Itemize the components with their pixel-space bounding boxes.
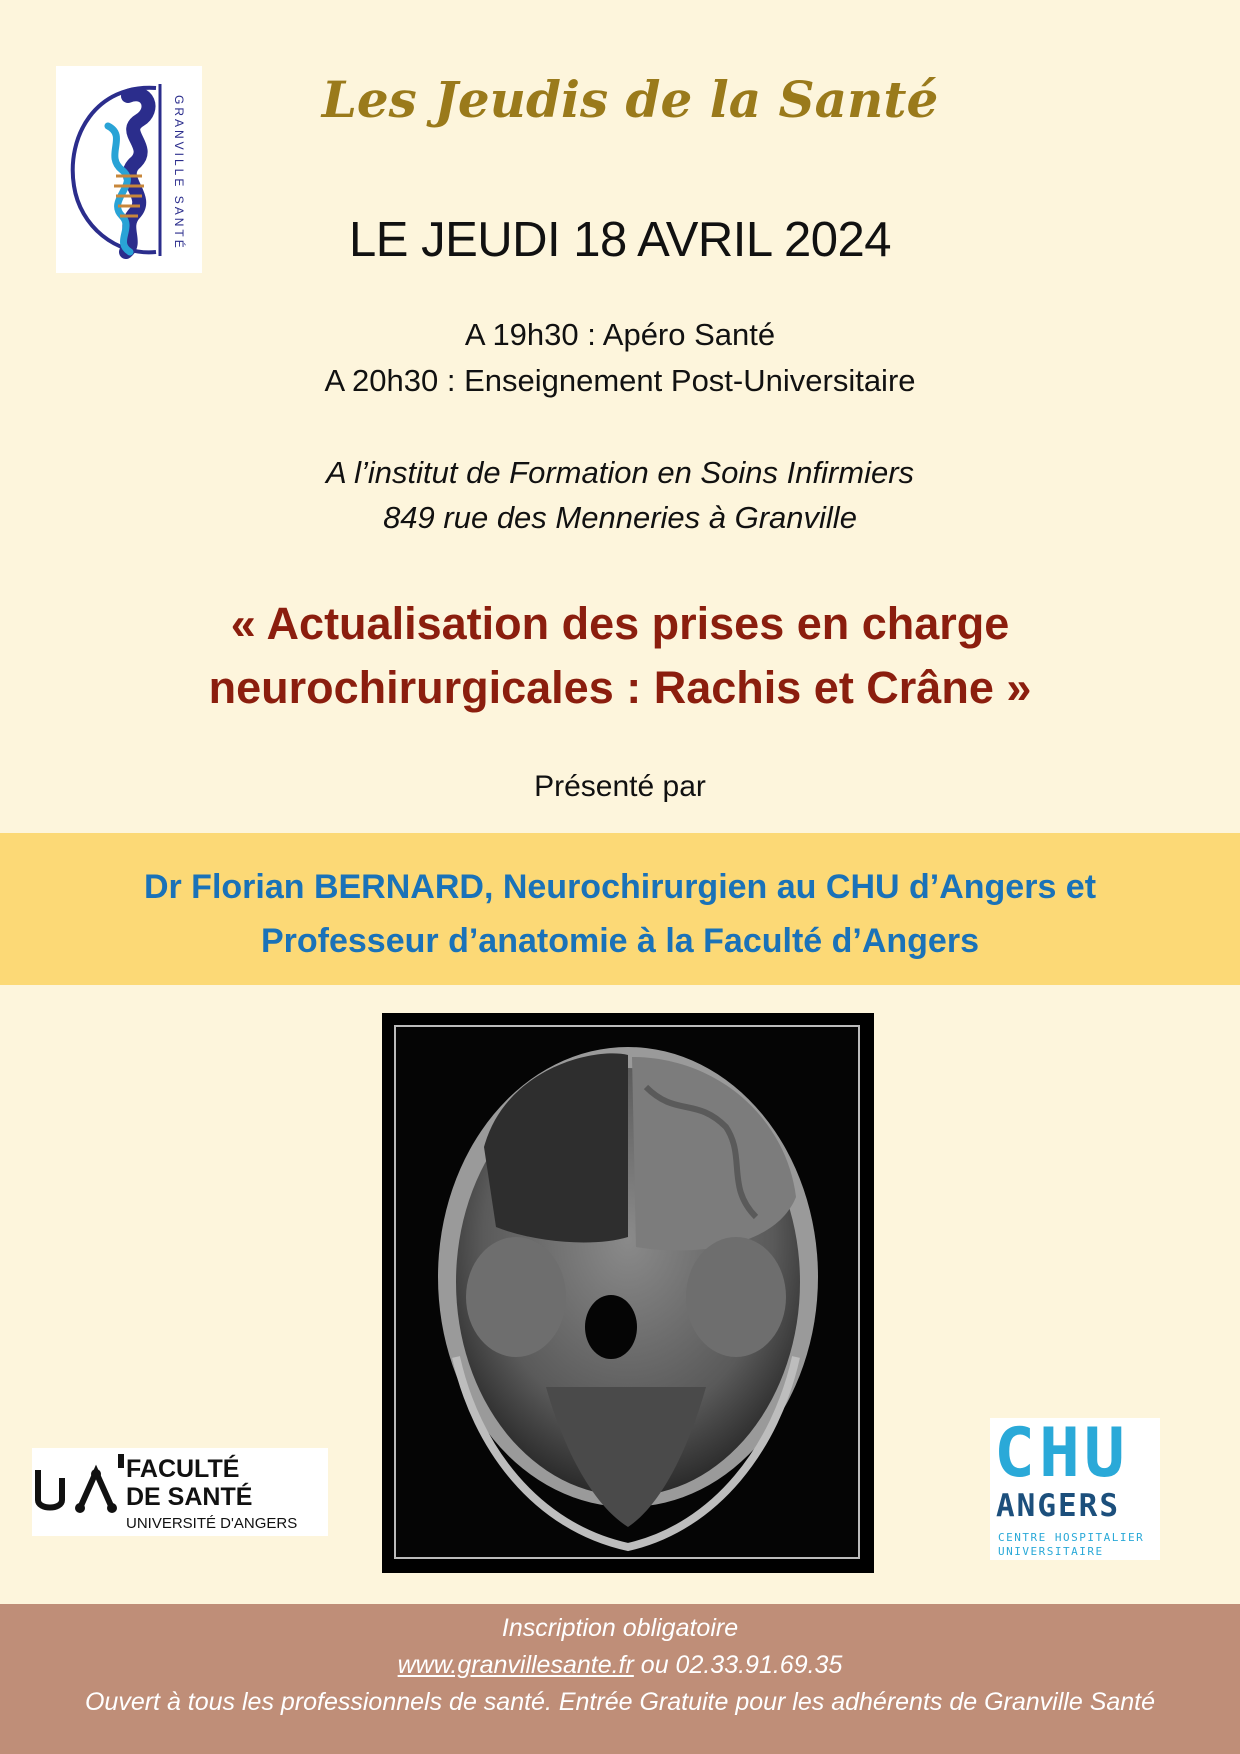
venue-address: 849 rue des Menneries à Granville: [383, 500, 857, 535]
schedule-item-epu: A 20h30 : Enseignement Post-Universitaire: [324, 363, 916, 398]
footer-phone: ou 02.33.91.69.35: [633, 1651, 843, 1679]
schedule-item-apero: A 19h30 : Apéro Santé: [464, 317, 776, 352]
ua-monogram-icon: [32, 1448, 128, 1536]
talk-title-line-1: « Actualisation des prises en charge: [230, 598, 1010, 649]
speaker-info: [0, 860, 1240, 968]
mri-image: [394, 1025, 860, 1559]
speaker-line-1: Dr Florian BERNARD, Neurochirurgien au CHU d’Angers et: [143, 868, 1097, 906]
faculte-name-line-1: FACULTÉ: [126, 1455, 240, 1483]
chu-logo-subtitle-1: CENTRE HOSPITALIER: [998, 1531, 1145, 1544]
speaker-line-2: Professeur d’anatomie à la Faculté d’Angers: [260, 922, 979, 960]
chu-logo-subtitle-2: UNIVERSITAIRE: [998, 1545, 1104, 1558]
footer-audience-note: Ouvert à tous les professionnels de santé. Entrée Gratuite pour les adhérents de Granville Santé: [84, 1688, 1156, 1716]
granville-sante-logo: [56, 66, 202, 273]
event-date: LE JEUDI 18 AVRIL 2024: [349, 213, 891, 267]
chu-logo-letters: CHU: [994, 1414, 1129, 1493]
chu-logo-city: ANGERS: [996, 1488, 1120, 1524]
talk-title: [0, 592, 1240, 720]
footer-registration-required: Inscription obligatoire: [501, 1614, 739, 1642]
website-link[interactable]: www.granvillesante.fr: [397, 1651, 634, 1679]
footer-contact: [0, 1651, 1240, 1680]
presented-by-label: Présenté par: [534, 770, 706, 803]
talk-title-line-2: neurochirurgicales : Rachis et Crâne »: [208, 662, 1032, 713]
series-title: Les Jeudis de la Santé: [321, 70, 939, 129]
logo-vertical-text: GRANVILLE SANTÉ: [172, 95, 186, 251]
venue-name: A l’institut de Formation en Soins Infirmiers: [325, 455, 915, 490]
faculte-university: UNIVERSITÉ D'ANGERS: [126, 1515, 298, 1532]
faculte-name-line-2: DE SANTÉ: [126, 1483, 253, 1511]
